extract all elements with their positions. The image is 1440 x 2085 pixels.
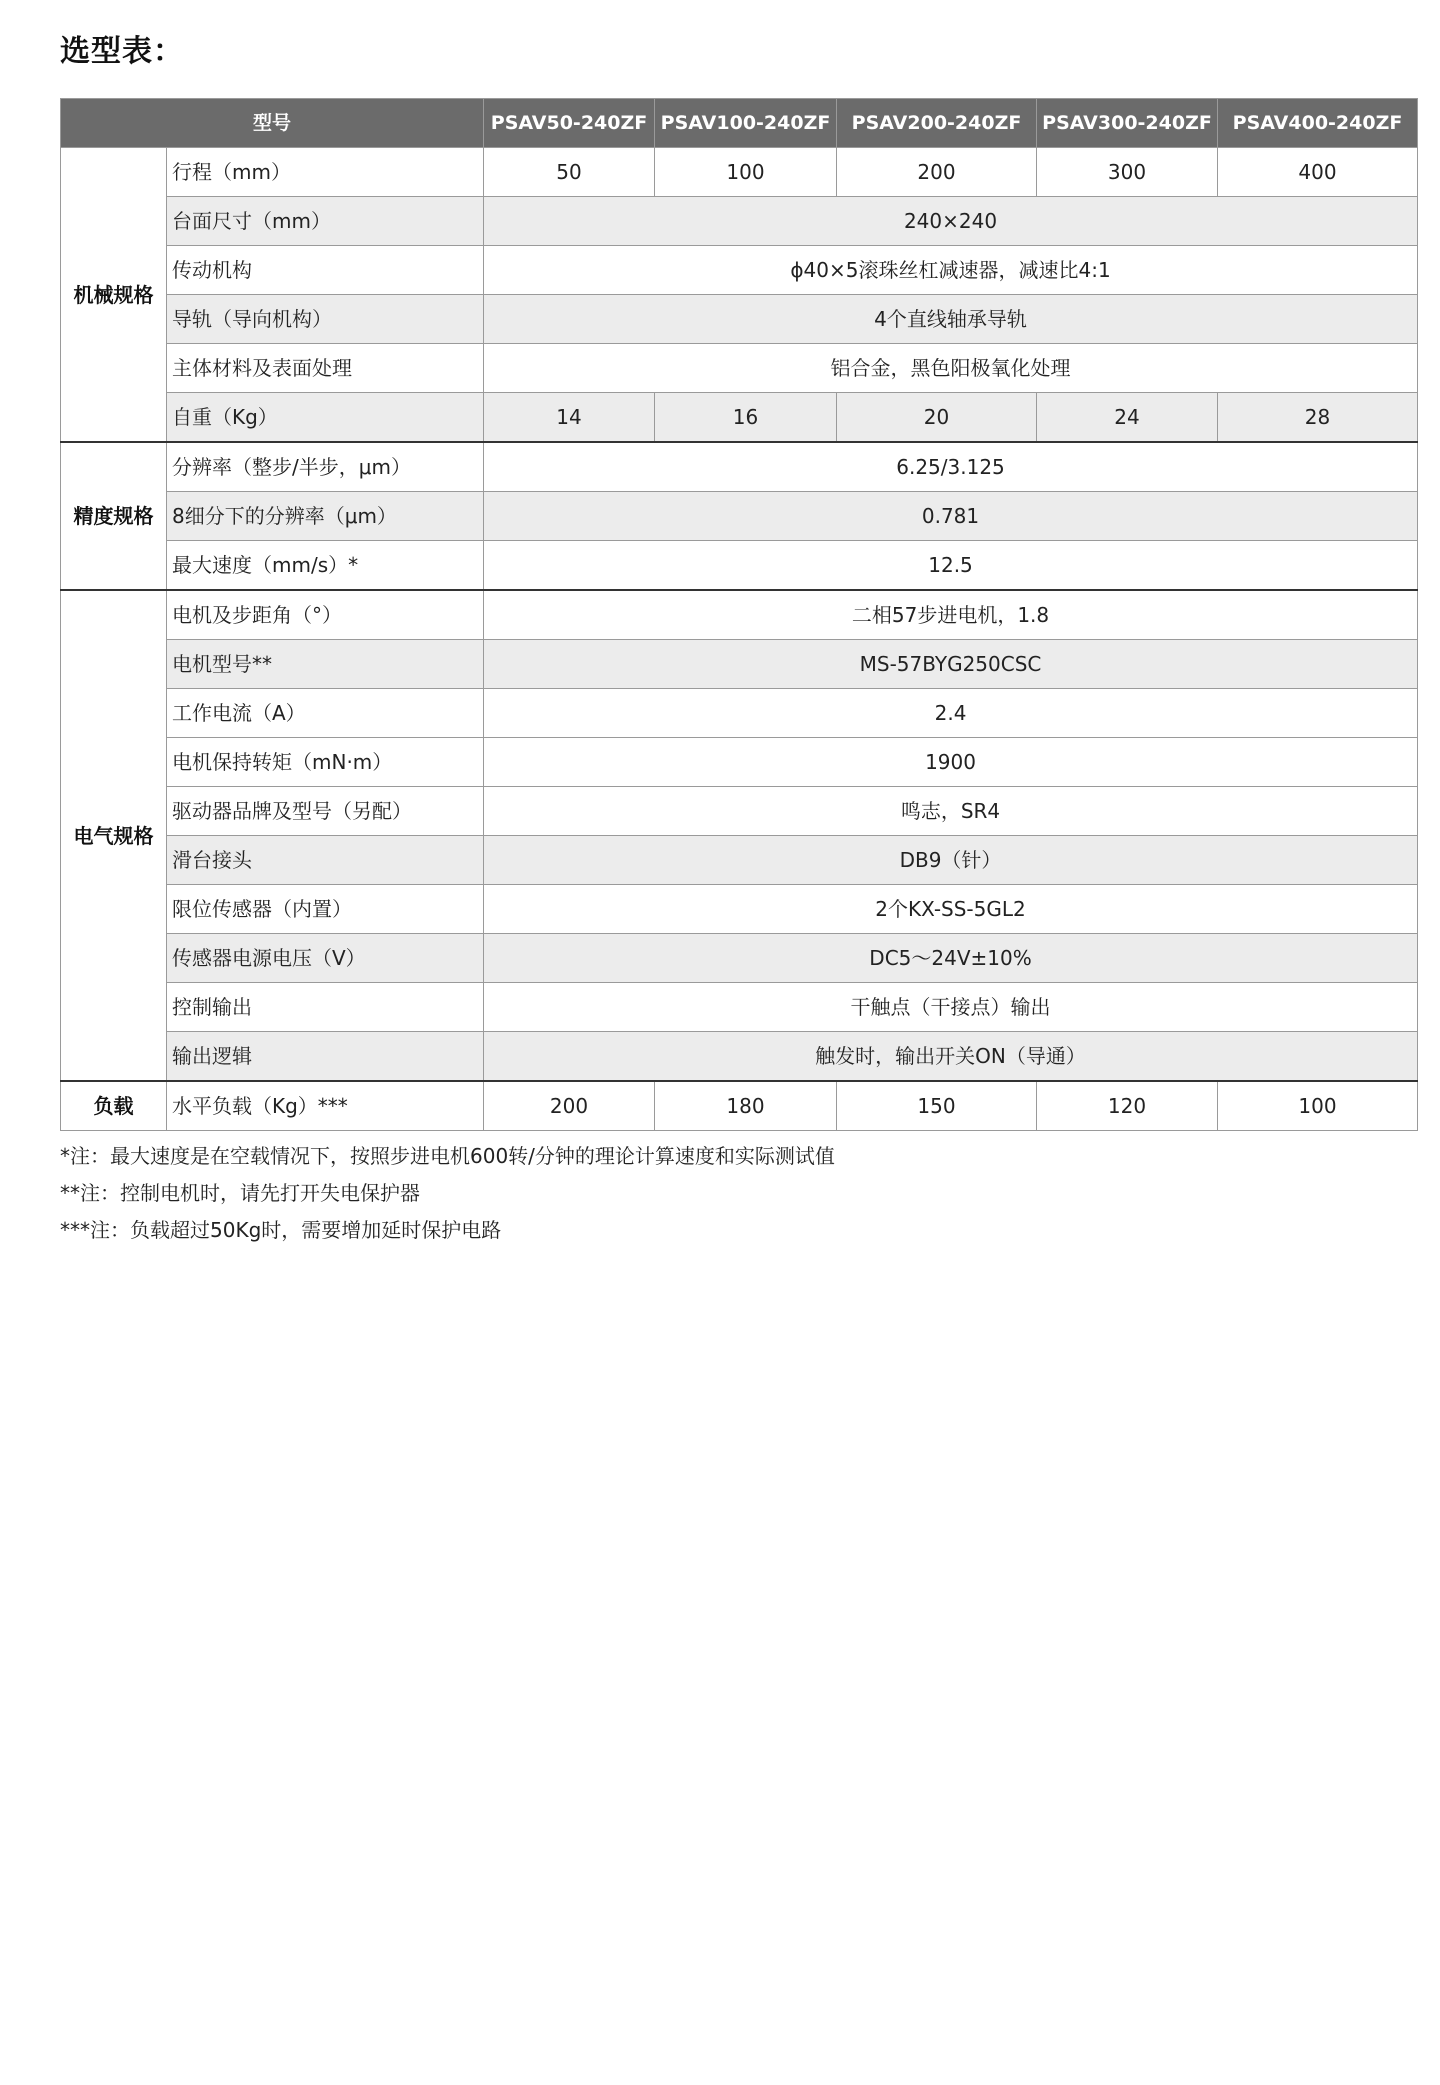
footnote: *注：最大速度是在空载情况下，按照步进电机600转/分钟的理论计算速度和实际测试值 [60,1144,835,1168]
value-cell: 20 [837,393,1037,443]
table-row [61,541,1418,591]
param-cell: 电机保持转矩（mN·m） [167,738,484,787]
value-cell: DB9（针） [484,836,1418,885]
footnotes [60,1138,835,1249]
param-cell: 电机及步距角（°） [167,590,484,640]
param-cell: 分辨率（整步/半步，μm） [167,442,484,492]
param-cell: 工作电流（A） [167,689,484,738]
value-cell: 200 [484,1081,655,1131]
value-cell: 0.781 [484,492,1418,541]
param-cell: 导轨（导向机构） [167,295,484,344]
table-row [61,393,1418,443]
spec-table [60,98,1418,1131]
param-cell: 最大速度（mm/s）* [167,541,484,591]
model-header: PSAV300-240ZF [1037,99,1218,148]
value-cell: ϕ40×5滚珠丝杠减速器，减速比4:1 [484,246,1418,295]
model-header: PSAV200-240ZF [837,99,1037,148]
table-row [61,787,1418,836]
value-cell: MS-57BYG250CSC [484,640,1418,689]
value-cell: 50 [484,148,655,197]
table-row [61,885,1418,934]
param-cell: 8细分下的分辨率（μm） [167,492,484,541]
value-cell: 二相57步进电机，1.8 [484,590,1418,640]
value-cell: 6.25/3.125 [484,442,1418,492]
value-cell: 180 [655,1081,837,1131]
value-cell: 触发时，输出开关ON（导通） [484,1032,1418,1082]
param-cell: 电机型号** [167,640,484,689]
model-header: PSAV50-240ZF [484,99,655,148]
category-cell: 精度规格 [61,442,167,590]
value-cell: 24 [1037,393,1218,443]
table-row [61,1032,1418,1082]
value-cell: 240×240 [484,197,1418,246]
value-cell: 100 [655,148,837,197]
table-row [61,344,1418,393]
value-cell: 2.4 [484,689,1418,738]
footnote: **注：控制电机时，请先打开失电保护器 [60,1181,420,1205]
param-cell: 水平负载（Kg）*** [167,1081,484,1131]
table-row [61,689,1418,738]
table-row [61,442,1418,492]
param-cell: 控制输出 [167,983,484,1032]
value-cell: 干触点（干接点）输出 [484,983,1418,1032]
table-row [61,197,1418,246]
value-cell: 200 [837,148,1037,197]
param-cell: 台面尺寸（mm） [167,197,484,246]
param-cell: 自重（Kg） [167,393,484,443]
value-cell: 鸣志，SR4 [484,787,1418,836]
value-cell: 14 [484,393,655,443]
value-cell: 400 [1218,148,1418,197]
param-cell: 限位传感器（内置） [167,885,484,934]
param-cell: 行程（mm） [167,148,484,197]
model-header: PSAV100-240ZF [655,99,837,148]
table-header-row [61,99,1418,148]
page-title: 选型表： [60,34,184,69]
value-cell: 1900 [484,738,1418,787]
param-cell: 传感器电源电压（V） [167,934,484,983]
category-cell: 电气规格 [61,590,167,1081]
category-cell: 机械规格 [61,148,167,443]
value-cell: DC5～24V±10% [484,934,1418,983]
value-cell: 2个KX-SS-5GL2 [484,885,1418,934]
table-row [61,640,1418,689]
value-cell: 120 [1037,1081,1218,1131]
table-row [61,590,1418,640]
value-cell: 4个直线轴承导轨 [484,295,1418,344]
table-row [61,983,1418,1032]
param-cell: 驱动器品牌及型号（另配） [167,787,484,836]
table-row [61,836,1418,885]
footnote: ***注：负载超过50Kg时，需要增加延时保护电路 [60,1218,502,1242]
value-cell: 12.5 [484,541,1418,591]
value-cell: 铝合金，黑色阳极氧化处理 [484,344,1418,393]
value-cell: 16 [655,393,837,443]
table-row [61,295,1418,344]
table-row [61,1081,1418,1131]
value-cell: 100 [1218,1081,1418,1131]
param-cell: 传动机构 [167,246,484,295]
param-cell: 输出逻辑 [167,1032,484,1082]
table-row [61,148,1418,197]
table-row [61,492,1418,541]
value-cell: 300 [1037,148,1218,197]
param-cell: 滑台接头 [167,836,484,885]
model-label-header: 型号 [61,99,484,148]
value-cell: 28 [1218,393,1418,443]
param-cell: 主体材料及表面处理 [167,344,484,393]
value-cell: 150 [837,1081,1037,1131]
table-row [61,934,1418,983]
model-header: PSAV400-240ZF [1218,99,1418,148]
table-row [61,246,1418,295]
table-row [61,738,1418,787]
category-cell: 负载 [61,1081,167,1131]
